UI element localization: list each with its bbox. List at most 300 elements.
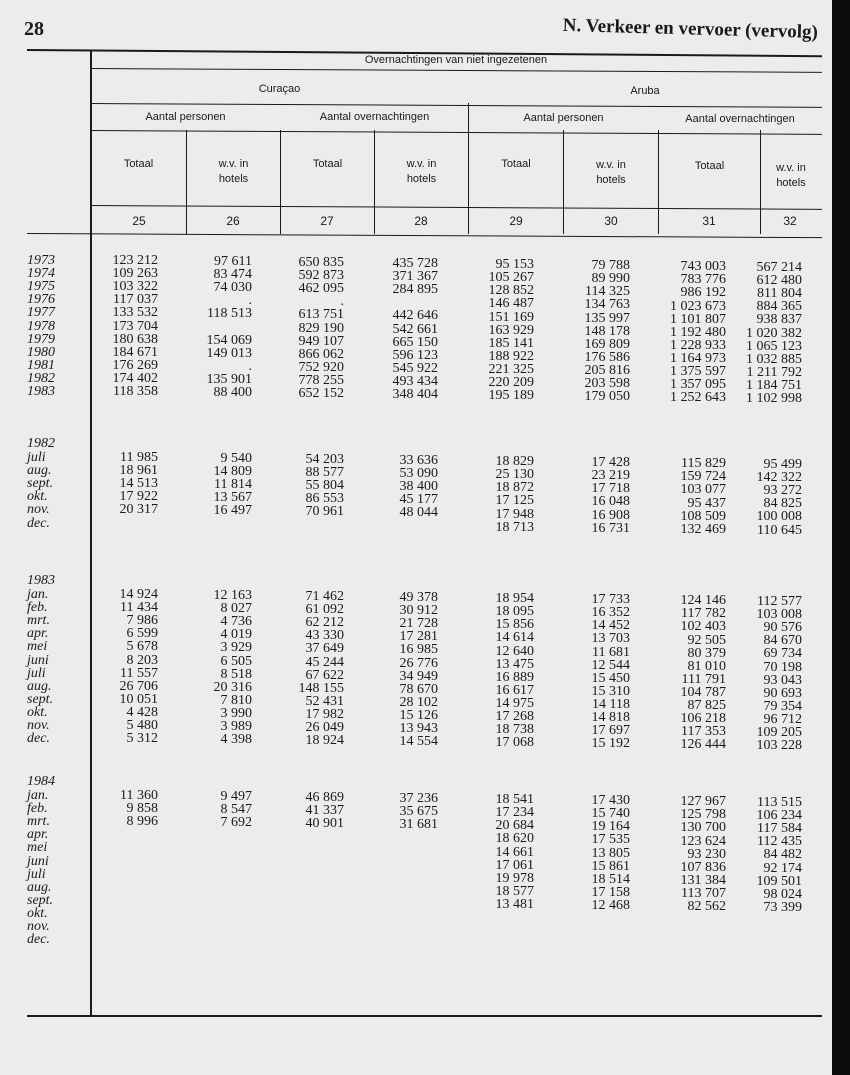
row-label: mei [27, 840, 48, 856]
table-cell-col30: 15 192 [591, 736, 630, 752]
row-label: apr. [27, 626, 49, 642]
table-cell-col32: 96 712 [763, 711, 802, 727]
table-cell-col31: 1 192 480 [670, 324, 726, 340]
row-label: 1975 [27, 279, 55, 295]
row-label: 1979 [27, 331, 55, 347]
table-cell-col29: 14 975 [495, 695, 534, 711]
row-label: 1977 [27, 305, 55, 321]
row-label: nov. [27, 502, 50, 518]
table-cell-col31: 743 003 [680, 259, 726, 275]
header-col28-wv: w.v. in [406, 158, 437, 170]
table-cell-col30: 79 788 [591, 258, 630, 274]
table-cell-col30: 14 118 [592, 696, 630, 712]
table-cell-col26: 14 809 [213, 464, 252, 480]
column-number: 31 [702, 214, 716, 228]
table-cell-col26: 83 474 [213, 267, 252, 283]
group-divider-aruba [658, 130, 659, 234]
rule-under-main-header [90, 68, 822, 73]
table-cell-col31: 107 836 [680, 859, 726, 875]
table-cell-col27: 26 049 [305, 720, 344, 736]
table-cell-col29: 195 189 [488, 388, 534, 404]
table-cell-col31: 117 353 [681, 724, 726, 740]
table-cell-col29: 16 617 [495, 682, 534, 698]
table-cell-col27: 70 961 [305, 504, 344, 520]
rule-below-colnums [27, 233, 822, 238]
table-cell-col31: 1 228 933 [670, 337, 726, 353]
table-cell-col29: 95 153 [495, 257, 534, 273]
scan-right-edge [832, 0, 850, 1075]
column-number: 30 [604, 214, 618, 228]
table-cell-col32: 69 734 [763, 646, 802, 662]
table-cell-col25: 10 051 [119, 691, 158, 707]
table-cell-col31: 92 505 [687, 632, 726, 648]
table-cell-col31: 102 403 [680, 619, 726, 635]
row-label: sept. [27, 892, 54, 908]
table-cell-col32: 84 825 [763, 496, 802, 512]
table-cell-col26: 6 505 [220, 653, 252, 669]
table-cell-col28: 284 895 [392, 282, 438, 298]
table-cell-col32: 93 043 [763, 672, 802, 688]
table-cell-col32: 938 837 [756, 312, 802, 328]
column-number: 28 [414, 214, 428, 228]
table-cell-col29: 12 640 [495, 643, 534, 659]
table-cell-col30: 15 310 [591, 683, 630, 699]
row-label: juli [27, 450, 46, 465]
table-cell-col32: 112 435 [757, 834, 802, 850]
table-cell-col29: 221 325 [488, 361, 534, 377]
table-cell-col26: 118 513 [207, 306, 252, 322]
table-cell-col31: 123 624 [680, 833, 726, 849]
header-curacao-overnachtingen: Aantal overnachtingen [319, 111, 430, 123]
table-cell-col30: 169 809 [584, 336, 630, 352]
table-cell-col28: 371 367 [392, 269, 438, 285]
table-cell-col32: 106 234 [756, 808, 802, 824]
header-col32-wv: w.v. in [776, 162, 806, 174]
row-label: aug. [27, 879, 52, 895]
row-label: sept. [27, 691, 54, 707]
table-cell-col30: 15 450 [591, 670, 630, 686]
table-cell-col31: 126 444 [680, 737, 726, 753]
table-cell-col29: 18 829 [495, 454, 534, 470]
table-cell-col26: 154 069 [206, 332, 252, 348]
table-cell-col25: 18 961 [119, 463, 158, 479]
table-cell-col31: 80 379 [687, 645, 726, 661]
row-label: aug. [27, 678, 52, 694]
row-label: okt. [27, 489, 48, 505]
table-cell-col29: 151 169 [488, 309, 534, 325]
table-cell-col30: 17 697 [591, 723, 630, 739]
table-cell-col32: 612 480 [756, 273, 802, 289]
header-col25-totaal: Totaal [123, 158, 154, 170]
table-cell-col32: 112 577 [757, 594, 802, 610]
table-cell-col31: 1 023 673 [670, 298, 726, 314]
column-number: 27 [320, 214, 334, 228]
row-label: 1976 [27, 292, 55, 308]
table-cell-col25: 5 678 [126, 639, 158, 655]
table-cell-col32: 1 211 792 [746, 364, 802, 380]
table-cell-col29: 188 922 [488, 348, 534, 364]
table-cell-col28: 348 404 [392, 387, 438, 403]
table-cell-col31: 108 509 [680, 508, 726, 524]
table-cell-col27: 46 869 [305, 790, 344, 806]
header-aruba: Aruba [630, 85, 660, 97]
table-cell-col30: 17 535 [591, 832, 630, 848]
table-cell-col25: 184 671 [112, 344, 158, 360]
table-cell-col30: 17 718 [591, 481, 630, 497]
table-cell-col30: 14 818 [591, 710, 630, 726]
table-cell-col25: 5 480 [126, 718, 158, 733]
table-cell-col32: 92 174 [763, 860, 802, 876]
table-cell-col29: 17 234 [495, 805, 534, 821]
table-cell-col28: 28 102 [399, 694, 438, 710]
column-number: 32 [783, 214, 797, 228]
table-cell-col28: 14 554 [399, 734, 438, 750]
table-cell-col27: 55 804 [305, 478, 344, 494]
table-cell-col31: 117 782 [681, 606, 726, 622]
table-bottom-rule [27, 1015, 822, 1017]
table-cell-col29: 14 661 [495, 844, 534, 860]
table-cell-col32: 1 020 382 [746, 325, 802, 341]
table-cell-col27: 71 462 [305, 589, 344, 605]
table-cell-col32: 110 645 [757, 522, 802, 538]
table-cell-col32: 84 670 [763, 633, 802, 649]
table-cell-col25: 176 269 [112, 357, 158, 373]
table-cell-col27: 54 203 [305, 452, 344, 468]
table-cell-col28: 596 123 [392, 347, 438, 363]
table-cell-col28: 33 636 [399, 453, 438, 469]
table-cell-col28: 38 400 [399, 479, 438, 495]
row-label: feb. [27, 801, 48, 817]
table-cell-col32: 90 693 [763, 685, 802, 701]
header-col28-hotels: hotels [406, 173, 437, 185]
table-cell-col29: 220 209 [488, 375, 534, 391]
row-label: 1973 [27, 253, 55, 268]
table-cell-col28: 78 670 [399, 681, 438, 697]
table-cell-col30: 205 816 [584, 362, 630, 378]
table-cell-col28: 45 177 [399, 492, 438, 508]
table-cell-col31: 93 230 [687, 846, 726, 862]
table-cell-col32: 884 365 [756, 299, 802, 315]
row-label: mrt. [27, 814, 50, 830]
table-cell-col29: 17 061 [495, 857, 534, 873]
table-cell-col32: 142 322 [756, 470, 802, 486]
header-col30-wv: w.v. in [596, 159, 626, 171]
table-cell-col26: 97 611 [214, 254, 252, 270]
table-cell-col25: 14 924 [119, 587, 158, 602]
table-cell-col26: 7 810 [220, 692, 252, 708]
table-cell-col27: 866 062 [298, 346, 344, 362]
table-cell-col29: 18 872 [495, 480, 534, 496]
table-cell-col32: 93 272 [763, 483, 802, 499]
table-cell-col26: 8 518 [220, 666, 252, 682]
table-cell-col31: 111 791 [681, 671, 726, 687]
row-label: okt. [27, 704, 48, 720]
table-cell-col26: 13 567 [213, 490, 252, 506]
table-cell-col27: 62 212 [305, 615, 344, 631]
table-cell-col25: 174 402 [112, 370, 158, 386]
table-cell-col30: 18 514 [591, 871, 630, 887]
header-col29-totaal: Totaal [501, 158, 531, 170]
table-cell-col25: 173 704 [112, 318, 158, 334]
table-cell-col26: 11 814 [214, 477, 252, 493]
table-cell-col27: 43 330 [305, 628, 344, 644]
header-col32-hotels: hotels [776, 177, 806, 189]
table-cell-col27: 829 190 [298, 320, 344, 336]
table-cell-col28: 30 912 [399, 603, 438, 619]
table-cell-col31: 87 825 [687, 698, 726, 714]
table-cell-col31: 104 787 [680, 684, 726, 700]
table-cell-col27: 752 920 [298, 359, 344, 375]
row-label: nov. [27, 718, 50, 733]
table-cell-col32: 1 032 885 [746, 351, 802, 367]
table-cell-col28: 49 378 [399, 590, 438, 606]
table-cell-col32: 70 198 [763, 659, 802, 675]
table-cell-col28: 545 922 [392, 360, 438, 376]
table-cell-col32: 113 515 [757, 795, 802, 811]
header-curacao-personen: Aantal personen [145, 111, 226, 123]
table-cell-col29: 105 267 [488, 270, 534, 286]
table-cell-col28: 442 646 [392, 308, 438, 324]
table-cell-col25: 14 513 [119, 476, 158, 492]
table-cell-col30: 176 586 [584, 349, 630, 365]
table-cell-col29: 14 614 [495, 630, 534, 646]
row-label: apr. [27, 827, 49, 843]
table-cell-col30: 203 598 [584, 376, 630, 392]
table-cell-col25: 6 599 [126, 626, 158, 642]
table-cell-col26: 8 027 [220, 601, 252, 617]
group-year-label: 1982 [27, 436, 55, 451]
table-cell-col31: 1 357 095 [670, 377, 726, 393]
row-label: dec. [27, 932, 50, 948]
table-cell-col27: 613 751 [298, 307, 344, 323]
table-cell-col31: 1 101 807 [670, 311, 726, 327]
table-cell-col28: 34 949 [399, 668, 438, 684]
table-cell-col27: 52 431 [305, 693, 344, 709]
header-col30-hotels: hotels [596, 174, 626, 186]
table-cell-col30: 14 452 [591, 618, 630, 634]
table-cell-col26: 3 989 [220, 719, 252, 735]
table-cell-col31: 125 798 [680, 807, 726, 823]
table-cell-col25: 17 922 [119, 489, 158, 505]
table-cell-col32: 109 205 [756, 725, 802, 741]
table-cell-col26: 88 400 [213, 385, 252, 401]
table-cell-col27: 652 152 [298, 386, 344, 402]
table-cell-col29: 18 620 [495, 831, 534, 847]
row-label: juli [27, 665, 46, 681]
table-cell-col26: . [248, 358, 252, 374]
table-cell-col26: 4 398 [220, 732, 252, 748]
table-cell-col28: 13 943 [399, 721, 438, 737]
table-cell-col25: 20 317 [119, 502, 158, 518]
table-cell-col26: 74 030 [213, 280, 252, 296]
table-cell-col25: 8 996 [126, 814, 158, 830]
table-cell-col31: 95 437 [687, 495, 726, 511]
table-cell-col30: 11 681 [592, 644, 630, 660]
table-cell-col27: 37 649 [305, 641, 344, 657]
table-cell-col32: 90 576 [763, 620, 802, 636]
table-cell-col28: 35 675 [399, 804, 438, 820]
table-cell-col31: 115 829 [681, 456, 726, 472]
row-label: juni [27, 652, 49, 668]
table-cell-col30: 179 050 [584, 389, 630, 405]
row-label: 1983 [27, 384, 55, 399]
group-divider-curacao [280, 130, 281, 234]
row-label: 1981 [27, 357, 55, 373]
table-cell-col27: 40 901 [305, 816, 344, 832]
table-cell-col30: 13 703 [591, 631, 630, 647]
table-cell-col28: 31 681 [399, 817, 438, 833]
table-cell-col28: 53 090 [399, 466, 438, 482]
column-number: 29 [509, 214, 523, 228]
table-cell-col27: 17 982 [305, 706, 344, 722]
table-cell-col32: 1 184 751 [746, 377, 802, 393]
table-cell-col29: 20 684 [495, 818, 534, 834]
table-cell-col29: 17 268 [495, 709, 534, 725]
table-cell-col26: 4 736 [220, 614, 252, 630]
table-cell-col30: 17 733 [591, 592, 630, 608]
row-label: jan. [27, 788, 49, 803]
table-cell-col31: 130 700 [680, 820, 726, 836]
table-cell-col29: 18 541 [495, 792, 534, 808]
table-cell-col25: 11 557 [120, 665, 158, 681]
table-cell-col28: 16 985 [399, 642, 438, 658]
header-main: Overnachtingen van niet ingezetenen [364, 54, 548, 66]
table-cell-col31: 132 469 [680, 521, 726, 537]
table-cell-col30: 17 428 [591, 455, 630, 471]
table-cell-col30: 15 740 [591, 806, 630, 822]
table-cell-col30: 148 178 [584, 323, 630, 339]
table-cell-col27: . [340, 294, 344, 310]
header-col26-wv: w.v. in [218, 158, 249, 170]
page-number: 28 [24, 18, 44, 40]
table-cell-col27: 41 337 [305, 803, 344, 819]
table-cell-col28: 26 776 [399, 655, 438, 671]
row-label: mrt. [27, 613, 50, 629]
table-cell-col30: 19 164 [591, 819, 630, 835]
table-cell-col30: 16 352 [591, 605, 630, 621]
table-cell-col29: 18 738 [495, 722, 534, 738]
table-cell-col25: 118 358 [113, 384, 158, 399]
table-cell-col29: 18 954 [495, 591, 534, 607]
table-cell-col30: 23 219 [591, 468, 630, 484]
table-cell-col28: 17 281 [399, 629, 438, 645]
table-cell-col29: 17 948 [495, 506, 534, 522]
table-cell-col32: 811 804 [757, 286, 802, 302]
table-cell-col28: 665 150 [392, 334, 438, 350]
table-cell-col31: 1 164 973 [670, 350, 726, 366]
group-year-label: 1983 [27, 573, 55, 588]
table-cell-col31: 986 192 [680, 285, 726, 301]
table-cell-col28: 15 126 [399, 707, 438, 723]
table-cell-col29: 146 487 [488, 296, 534, 312]
table-cell-col29: 13 475 [495, 656, 534, 672]
table-cell-col25: 26 706 [119, 678, 158, 694]
table-cell-col30: 17 158 [591, 884, 630, 900]
table-cell-col26: 8 547 [220, 802, 252, 818]
row-label: okt. [27, 905, 48, 921]
table-cell-col30: 12 468 [591, 897, 630, 913]
table-cell-col30: 13 805 [591, 845, 630, 861]
table-cell-col31: 81 010 [687, 658, 726, 674]
table-cell-col31: 124 146 [680, 593, 726, 609]
table-cell-col26: . [248, 293, 252, 309]
row-label: mei [27, 639, 48, 655]
row-label: 1974 [27, 266, 55, 282]
column-number: 25 [132, 214, 146, 228]
table-cell-col26: 7 692 [220, 815, 252, 831]
table-cell-col29: 15 856 [495, 617, 534, 633]
table-cell-col25: 103 322 [112, 279, 158, 295]
table-cell-col29: 18 095 [495, 604, 534, 620]
table-cell-col26: 4 019 [220, 627, 252, 643]
row-label: sept. [27, 476, 54, 492]
section-title: N. Verkeer en vervoer (vervolg) [562, 14, 818, 43]
table-cell-col28: 48 044 [399, 505, 438, 521]
header-col31-totaal: Totaal [694, 160, 725, 172]
table-cell-col31: 106 218 [680, 711, 726, 727]
table-cell-col25: 109 263 [112, 266, 158, 282]
table-cell-col32: 567 214 [756, 260, 802, 276]
table-cell-col27: 778 255 [298, 372, 344, 388]
table-cell-col32: 117 584 [757, 821, 802, 837]
row-label: 1982 [27, 370, 55, 386]
group-year-label: 1984 [27, 774, 55, 789]
table-cell-col31: 113 707 [681, 885, 726, 901]
table-cell-col29: 163 929 [488, 322, 534, 338]
table-cell-col28: 37 236 [399, 791, 438, 807]
table-cell-col27: 88 577 [305, 465, 344, 481]
table-cell-col32: 1 065 123 [746, 338, 802, 354]
table-cell-col25: 7 986 [126, 613, 158, 629]
table-cell-col31: 1 252 643 [670, 390, 726, 406]
table-cell-col28: 542 661 [392, 321, 438, 337]
row-label: feb. [27, 600, 48, 616]
rule-under-group-header [90, 130, 822, 135]
table-cell-col31: 1 375 597 [670, 364, 726, 380]
row-label: dec. [27, 515, 50, 531]
table-cell-col26: 149 013 [206, 345, 252, 361]
table-cell-col26: 20 316 [213, 679, 252, 695]
header-col27-totaal: Totaal [312, 158, 343, 170]
header-col26-hotels: hotels [218, 173, 249, 185]
table-cell-col29: 185 141 [488, 335, 534, 351]
table-cell-col25: 8 203 [126, 652, 158, 668]
table-cell-col30: 134 763 [584, 297, 630, 313]
table-cell-col28: 21 728 [399, 616, 438, 632]
table-cell-col25: 11 434 [120, 600, 158, 616]
table-cell-col30: 16 048 [591, 494, 630, 510]
table-cell-col30: 16 731 [591, 520, 630, 536]
table-cell-col27: 61 092 [305, 602, 344, 618]
rule-under-island-header [90, 103, 822, 108]
table-cell-col29: 18 713 [495, 519, 534, 535]
table-cell-col26: 16 497 [213, 503, 252, 519]
table-cell-col25: 133 532 [112, 305, 158, 321]
table-cell-col27: 462 095 [298, 281, 344, 297]
table-cell-col30: 16 908 [591, 507, 630, 523]
table-cell-col31: 783 776 [680, 272, 726, 288]
row-label: juli [27, 866, 46, 882]
table-cell-col25: 5 312 [126, 731, 158, 747]
table-cell-col30: 114 325 [585, 284, 630, 300]
table-cell-col27: 86 553 [305, 491, 344, 507]
table-cell-col32: 103 228 [756, 738, 802, 754]
table-cell-col29: 18 577 [495, 883, 534, 899]
table-cell-col26: 12 163 [213, 588, 252, 604]
table-cell-col25: 11 360 [120, 788, 158, 803]
table-cell-col30: 17 430 [591, 793, 630, 809]
table-cell-col29: 128 852 [488, 283, 534, 299]
